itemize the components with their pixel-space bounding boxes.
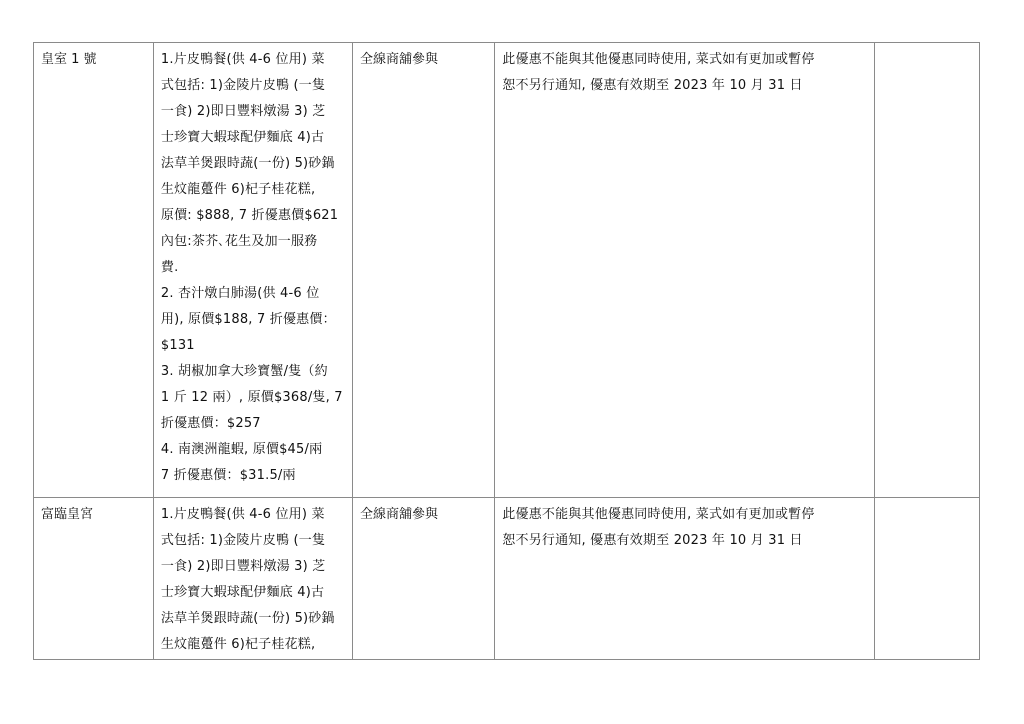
terms-cell xyxy=(495,498,875,660)
offer-line: 法草羊煲跟時蔬(一份) 5)砂鍋 xyxy=(160,611,335,626)
participation-text: 全線商舖參與 xyxy=(360,52,439,67)
offer-line: 法草羊煲跟時蔬(一份) 5)砂鍋 xyxy=(160,156,335,171)
terms-line: 恕不另行通知, 優惠有效期至 2023 年 10 月 31 日 xyxy=(502,533,803,548)
promotion-table-body xyxy=(34,43,980,660)
offer-line: 費. xyxy=(160,260,179,275)
participation-cell xyxy=(353,43,495,498)
participation-text: 全線商舖參與 xyxy=(360,507,439,522)
offer-line: 1.片皮鴨餐(供 4-6 位用) 菜 xyxy=(160,507,325,522)
offer-line: 式包括: 1)金陵片皮鴨 (一隻 xyxy=(160,78,326,93)
remarks-text xyxy=(875,43,979,47)
terms-text xyxy=(495,498,874,554)
store-name-cell xyxy=(34,498,154,660)
remarks-cell xyxy=(875,43,980,498)
table-row xyxy=(34,498,980,660)
offer-line: $131 xyxy=(160,338,195,353)
remarks-cell xyxy=(875,498,980,660)
offer-line: 生炆龍躉件 6)杞子桂花糕, xyxy=(160,637,316,652)
offer-line: 折優惠價：$257 xyxy=(160,416,261,431)
offer-line: 用), 原價$188, 7 折優惠價： xyxy=(160,312,336,327)
offer-line: 3. 胡椒加拿大珍寶蟹/隻（約 xyxy=(160,364,328,379)
offer-line: 原價: $888, 7 折優惠價$621 xyxy=(160,208,339,223)
offer-line: 內包:茶芥､花生及加一服務 xyxy=(160,234,318,249)
offer-details-cell xyxy=(153,43,352,498)
offer-line: 7 折優惠價：$31.5/兩 xyxy=(160,468,296,483)
offer-line: 2. 杏汁燉白肺湯(供 4-6 位 xyxy=(160,286,320,301)
participation-cell xyxy=(353,498,495,660)
store-name: 皇室 1 號 xyxy=(41,52,97,67)
table-row xyxy=(34,43,980,498)
offer-line: 生炆龍躉件 6)杞子桂花糕, xyxy=(160,182,316,197)
offer-line: 1.片皮鴨餐(供 4-6 位用) 菜 xyxy=(160,52,325,67)
terms-line: 此優惠不能與其他優惠同時使用, 菜式如有更加或暫停 xyxy=(502,507,815,522)
offer-line: 一食) 2)即日豐料燉湯 3) 芝 xyxy=(160,559,326,574)
offer-details xyxy=(154,43,352,489)
store-name-cell xyxy=(34,43,154,498)
offer-details-cell xyxy=(153,498,352,660)
offer-line: 一食) 2)即日豐料燉湯 3) 芝 xyxy=(160,104,326,119)
offer-line: 士珍寶大蝦球配伊麵底 4)古 xyxy=(160,585,325,600)
remarks-text xyxy=(875,498,979,502)
promotion-table xyxy=(33,42,980,660)
offer-line: 1 斤 12 兩）, 原價$368/隻, 7 xyxy=(160,390,343,405)
terms-line: 此優惠不能與其他優惠同時使用, 菜式如有更加或暫停 xyxy=(502,52,815,67)
offer-details xyxy=(154,498,352,658)
offer-line: 士珍寶大蝦球配伊麵底 4)古 xyxy=(160,130,325,145)
terms-text xyxy=(495,43,874,99)
terms-line: 恕不另行通知, 優惠有效期至 2023 年 10 月 31 日 xyxy=(502,78,803,93)
terms-cell xyxy=(495,43,875,498)
offer-line: 4. 南澳洲龍蝦, 原價$45/兩 xyxy=(160,442,323,457)
offer-line: 式包括: 1)金陵片皮鴨 (一隻 xyxy=(160,533,326,548)
store-name: 富臨皇宮 xyxy=(41,507,94,522)
